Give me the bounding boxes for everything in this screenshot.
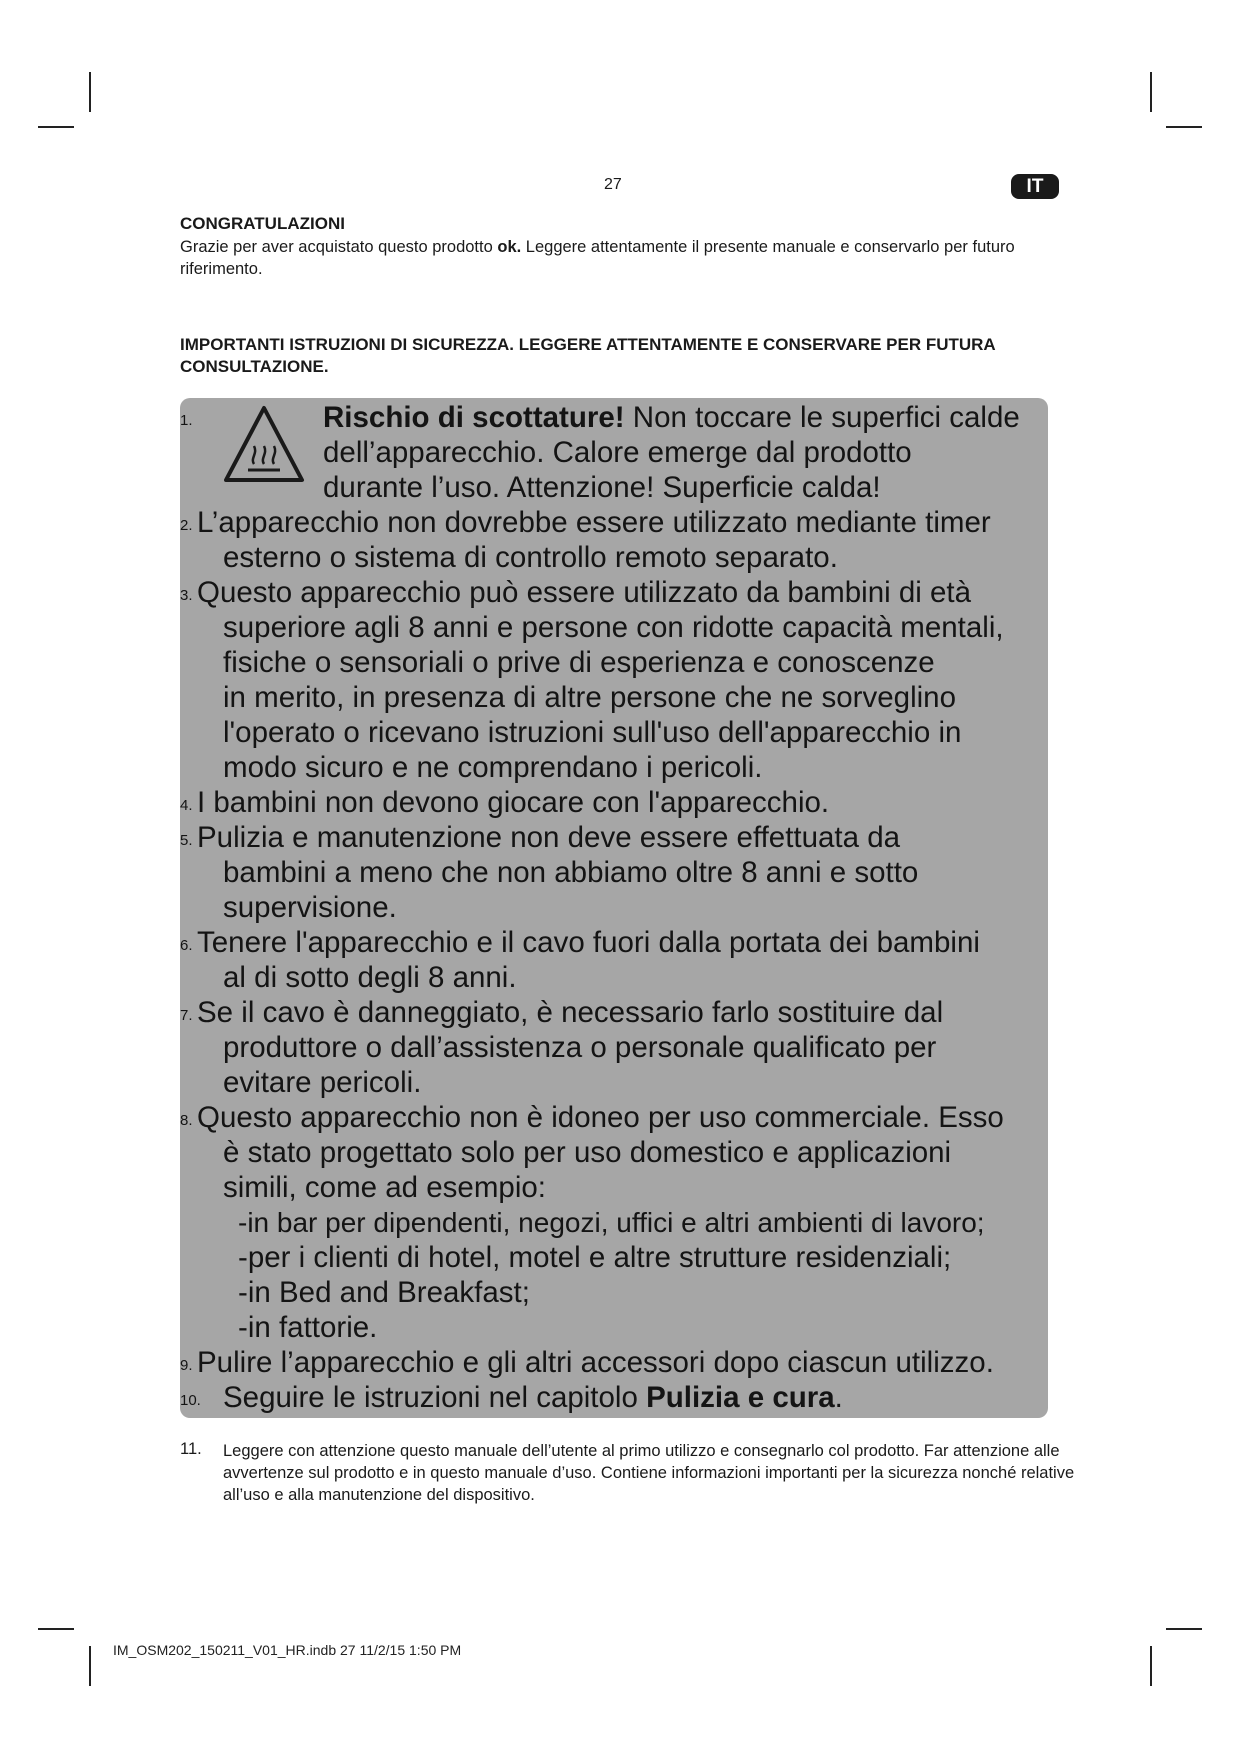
congrats-title: CONGRATULAZIONI xyxy=(180,214,345,233)
item-10-line xyxy=(223,1380,843,1415)
item-7-line: evitare pericoli. xyxy=(223,1066,422,1099)
item-1-line xyxy=(323,400,1020,435)
crop-mark xyxy=(1150,72,1152,112)
brand-name: ok. xyxy=(497,238,522,256)
crop-mark xyxy=(1166,126,1202,128)
item-number: 8. xyxy=(180,1112,193,1129)
crop-mark xyxy=(1166,1628,1202,1630)
congrats-text-part: Leggere attentamente il presente manuale e conservarlo per futuro riferimento. xyxy=(180,238,1015,278)
item-text: . xyxy=(834,1381,843,1414)
item-text: Non toccare le superfici calde xyxy=(624,401,1020,434)
crop-mark xyxy=(89,1646,91,1686)
item-number: 9. xyxy=(180,1357,193,1374)
item-3-line: modo sicuro e ne comprendano i pericoli. xyxy=(223,751,763,784)
item-number: 11. xyxy=(180,1440,202,1458)
item-6-line: al di sotto degli 8 anni. xyxy=(223,961,517,994)
item-number: 5. xyxy=(180,832,193,849)
item-3-line: Questo apparecchio può essere utilizzato da bambini di età xyxy=(197,576,972,609)
item-4-line: I bambini non devono giocare con l'apparecchio. xyxy=(197,786,830,819)
item-number: 6. xyxy=(180,937,193,954)
language-badge: IT xyxy=(1011,174,1059,199)
congrats-text-part: Grazie per aver acquistato questo prodotto xyxy=(180,238,498,256)
item-3-line: superiore agli 8 anni e persone con ridotte capacità mentali, xyxy=(223,611,1004,644)
item-9-line: Pulire l’apparecchio e gli altri accessori dopo ciascun utilizzo. xyxy=(197,1346,994,1379)
hot-surface-warning-icon xyxy=(222,404,306,484)
item-5-line: Pulizia e manutenzione non deve essere effettuata da xyxy=(197,821,901,854)
item-number: 4. xyxy=(180,797,193,814)
item-8-line: è stato progettato solo per uso domestico e applicazioni xyxy=(223,1136,952,1169)
item-3-line: fisiche o sensoriali o prive di esperienza e conoscenze xyxy=(223,646,935,679)
safety-title: IMPORTANTI ISTRUZIONI DI SICUREZZA. LEGGERE ATTENTAMENTE E CONSERVARE PER FUTURA CONSULTAZIONE. xyxy=(180,335,996,376)
item-6-line: Tenere l'apparecchio e il cavo fuori dalla portata dei bambini xyxy=(197,926,980,959)
item-8-line: -in fattorie. xyxy=(238,1311,378,1344)
item-7-line: produttore o dall’assistenza o personale qualificato per xyxy=(223,1031,937,1064)
item-7-line: Se il cavo è danneggiato, è necessario farlo sostituire dal xyxy=(197,996,944,1029)
item-number: 10. xyxy=(180,1392,201,1409)
item-11-text: Leggere con attenzione questo manuale dell’utente al primo utilizzo e consegnarlo col prodotto. Far attenzione alle avvertenze sul prodotto e in questo manuale d’uso. Contiene informazioni importanti per la sicurezza nonché relative all’uso e alla manutenzione del dispositivo. xyxy=(223,1442,1075,1504)
item-3-line: l'operato o ricevano istruzioni sull'uso dell'apparecchio in xyxy=(223,716,962,749)
crop-mark xyxy=(89,72,91,112)
item-8-line: simili, come ad esempio: xyxy=(223,1171,546,1204)
burn-risk-heading: Rischio di scottature! xyxy=(323,401,625,434)
item-1-line: dell’apparecchio. Calore emerge dal prodotto xyxy=(323,436,912,469)
congrats-text xyxy=(180,236,1060,280)
item-5-line: bambini a meno che non abbiamo oltre 8 anni e sotto xyxy=(223,856,919,889)
item-text: Seguire le istruzioni nel capitolo xyxy=(223,1381,647,1414)
footer-file-info: IM_OSM202_150211_V01_HR.indb 27 11/2/15 1:50 PM xyxy=(113,1642,462,1658)
chapter-reference: Pulizia e cura xyxy=(646,1381,835,1414)
item-number: 7. xyxy=(180,1007,193,1024)
item-2-line: esterno o sistema di controllo remoto separato. xyxy=(223,541,838,574)
item-number: 1. xyxy=(180,412,193,429)
item-3-line: in merito, in presenza di altre persone che ne sorveglino xyxy=(223,681,956,714)
item-5-line: supervisione. xyxy=(223,891,397,924)
crop-mark xyxy=(38,126,74,128)
item-number: 2. xyxy=(180,517,193,534)
crop-mark xyxy=(1150,1646,1152,1686)
page-number: 27 xyxy=(604,176,622,193)
item-1-line: durante l’uso. Attenzione! Superficie calda! xyxy=(323,471,881,504)
item-8-line: Questo apparecchio non è idoneo per uso commerciale. Esso xyxy=(197,1101,1004,1134)
item-8-line: -in Bed and Breakfast; xyxy=(238,1276,530,1309)
crop-mark xyxy=(38,1628,74,1630)
item-8-line: -per i clienti di hotel, motel e altre strutture residenziali; xyxy=(238,1241,952,1274)
item-2-line: L’apparecchio non dovrebbe essere utilizzato mediante timer xyxy=(197,506,991,539)
item-8-line: -in bar per dipendenti, negozi, uffici e altri ambienti di lavoro; xyxy=(238,1207,985,1238)
item-number: 3. xyxy=(180,587,193,604)
